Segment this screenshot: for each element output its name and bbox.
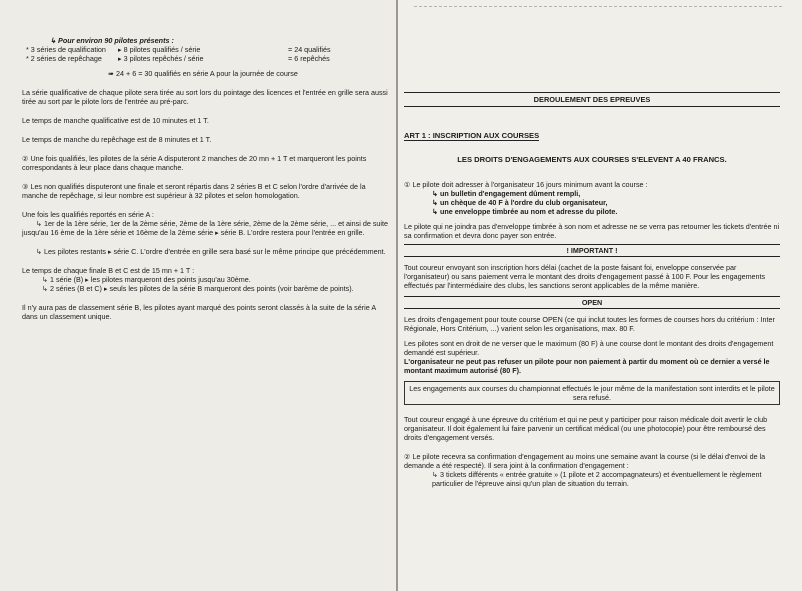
row-label: * 3 séries de qualification — [26, 45, 106, 54]
registration-intro: ① Le pilote doit adresser à l'organisateur 16 jours minimum avant la course : — [404, 180, 648, 189]
top-rule — [414, 6, 782, 7]
left-page — [0, 0, 396, 591]
repechage-duration: Le temps de manche du repêchage est de 8 minutes et 1 T. — [22, 135, 212, 144]
medical-paragraph: Tout coureur engagé à une épreuve du critérium et qui ne peut y participer pour raison médicale doit avertir le club organisateur. Il doit également lui faire parvenir un certificat médical (ou une photocopie) pour être remboursé des droits d'engagement versés. — [404, 415, 768, 442]
bullet-cheque: ↳ un chèque de 40 F à l'ordre du club organisateur, — [432, 198, 608, 207]
article-title: ART 1 : INSCRIPTION AUX COURSES — [404, 131, 540, 140]
qualif-duration: Le temps de manche qualificative est de 10 minutes et 1 T. — [22, 116, 209, 125]
qualification-table — [22, 45, 390, 63]
draw-paragraph: La série qualificative de chaque pilote sera tirée au sort lors du pointage des licences et l'entrée en grille sera aussi tirée au sort par le pilote lors de l'entrée au pré-parc. — [22, 88, 388, 106]
total-qualified: ➠ 24 + 6 = 30 qualifiés en série A pour la journée de course — [108, 69, 298, 78]
series-a-paragraph: ② Une fois qualifiés, les pilotes de la série A disputeront 2 manches de 20 mn + 1 T et marqueront les points correspondants à leur place dans chaque manche. — [22, 154, 367, 172]
right-page — [398, 0, 802, 591]
series-c-paragraph: ↳ Les pilotes restants ▸ série C. L'ordre d'entrée en grille sera basé sur le même principe que précédemment. — [36, 247, 386, 256]
max-fee-paragraph: Les pilotes sont en droit de ne verser que le maximum (80 F) à une course dont le montant des droits d'engagement demandé est supérieur. — [404, 339, 774, 357]
row-result: = 24 qualifiés — [288, 45, 331, 54]
bullet-form: ↳ un bulletin d'engagement dûment rempli, — [432, 189, 581, 198]
fee-heading: LES DROITS D'ENGAGEMENTS AUX COURSES S'ELEVENT A 40 FRANCS. — [457, 155, 727, 164]
organiser-paragraph: L'organisateur ne peut pas refuser un pilote pour non paiement à partir du moment où ce dernier a versé le montant maximum autorisé (80 F). — [404, 357, 770, 375]
late-registration-paragraph: Tout coureur envoyant son inscription hors délai (cachet de la poste faisant foi, enveloppe conservée par l'organisateur) ou sans paiement verra le montant des droits d'engagement passé à 100 F. Pour les engagements effectués par l'intermédiaire des clubs, les sanctions seront applicables de la même manière. — [404, 263, 766, 290]
two-series-note: ↳ 2 séries (B et C) ▸ seuls les pilotes de la série B marqueront des points (voir barème de points). — [42, 284, 354, 293]
pilot-count-heading: ↳ Pour environ 90 pilotes présents : — [50, 36, 174, 45]
open-fees-paragraph: Les droits d'engagement pour toute course OPEN (ce qui inclut toutes les formes de courses hors du critérium : Inter Régionale, Hors Critérium, ...) varient selon les organisations, max. 80 F. — [404, 315, 775, 333]
tickets-paragraph: ↳ 3 tickets différents « entrée gratuite » (1 pilote et 2 accompagnateurs) et éventuellement le règlement particulier de l'épreuve ainsi qu'un plan de situation du terrain. — [432, 470, 762, 488]
same-day-warning: Les engagements aux courses du championnat effectués le jour même de la manifestation sont interdits et le pilote sera refusé. — [404, 381, 780, 405]
open-banner: OPEN — [404, 296, 780, 309]
important-banner: ! IMPORTANT ! — [404, 244, 780, 257]
confirmation-paragraph: ② Le pilote recevra sa confirmation d'engagement au moins une semaine avant la course (si le délai d'envoi de la demande a été respecté). Il sera joint à la confirmation d'engagement : — [404, 452, 766, 470]
series-b-order: ↳ 1er de la 1ère série, 1er de la 2ème série, 2ème de la 1ère série, 2ème de la 2ème série, ... et ainsi de suite jusqu'au 16 ème de la 1ère série et 16ème de la 2ème série ▸ série B. L'ordre restera pour l'entrée en grille. — [22, 219, 389, 237]
table-row — [26, 54, 390, 63]
bullet-envelope: ↳ une enveloppe timbrée au nom et adresse du pilote. — [432, 207, 618, 216]
classification-paragraph: Il n'y aura pas de classement série B, les pilotes ayant marqué des points seront classés à la suite de la série A dans un classement unique. — [22, 303, 376, 321]
qualified-reported: Une fois les qualifiés reportés en série A : — [22, 210, 154, 219]
non-qualified-paragraph: ③ Les non qualifiés disputeront une finale et seront répartis dans 2 séries B et C selon l'ordre d'arrivée de la manche de repêchage, si leur nombre est supérieur à 32 pilotes et selon homologation. — [22, 182, 366, 200]
row-label: * 2 séries de repêchage — [26, 54, 102, 63]
row-result: = 6 repêchés — [288, 54, 330, 63]
table-row — [26, 45, 390, 54]
final-duration: Le temps de chaque finale B et C est de 15 mn + 1 T : — [22, 266, 195, 275]
row-detail: ▸ 3 pilotes repêchés / série — [118, 54, 204, 63]
envelope-paragraph: Le pilote qui ne joindra pas d'enveloppe timbrée à son nom et adresse ne se verra pas retourner les tickets d'entrée ni sa confirmation et devra donc payer son entrée. — [404, 222, 780, 240]
section-header: DEROULEMENT DES EPREUVES — [404, 92, 780, 107]
one-series-note: ↳ 1 série (B) ▸ les pilotes marqueront des points jusqu'au 30ème. — [42, 275, 251, 284]
row-detail: ▸ 8 pilotes qualifiés / série — [118, 45, 201, 54]
